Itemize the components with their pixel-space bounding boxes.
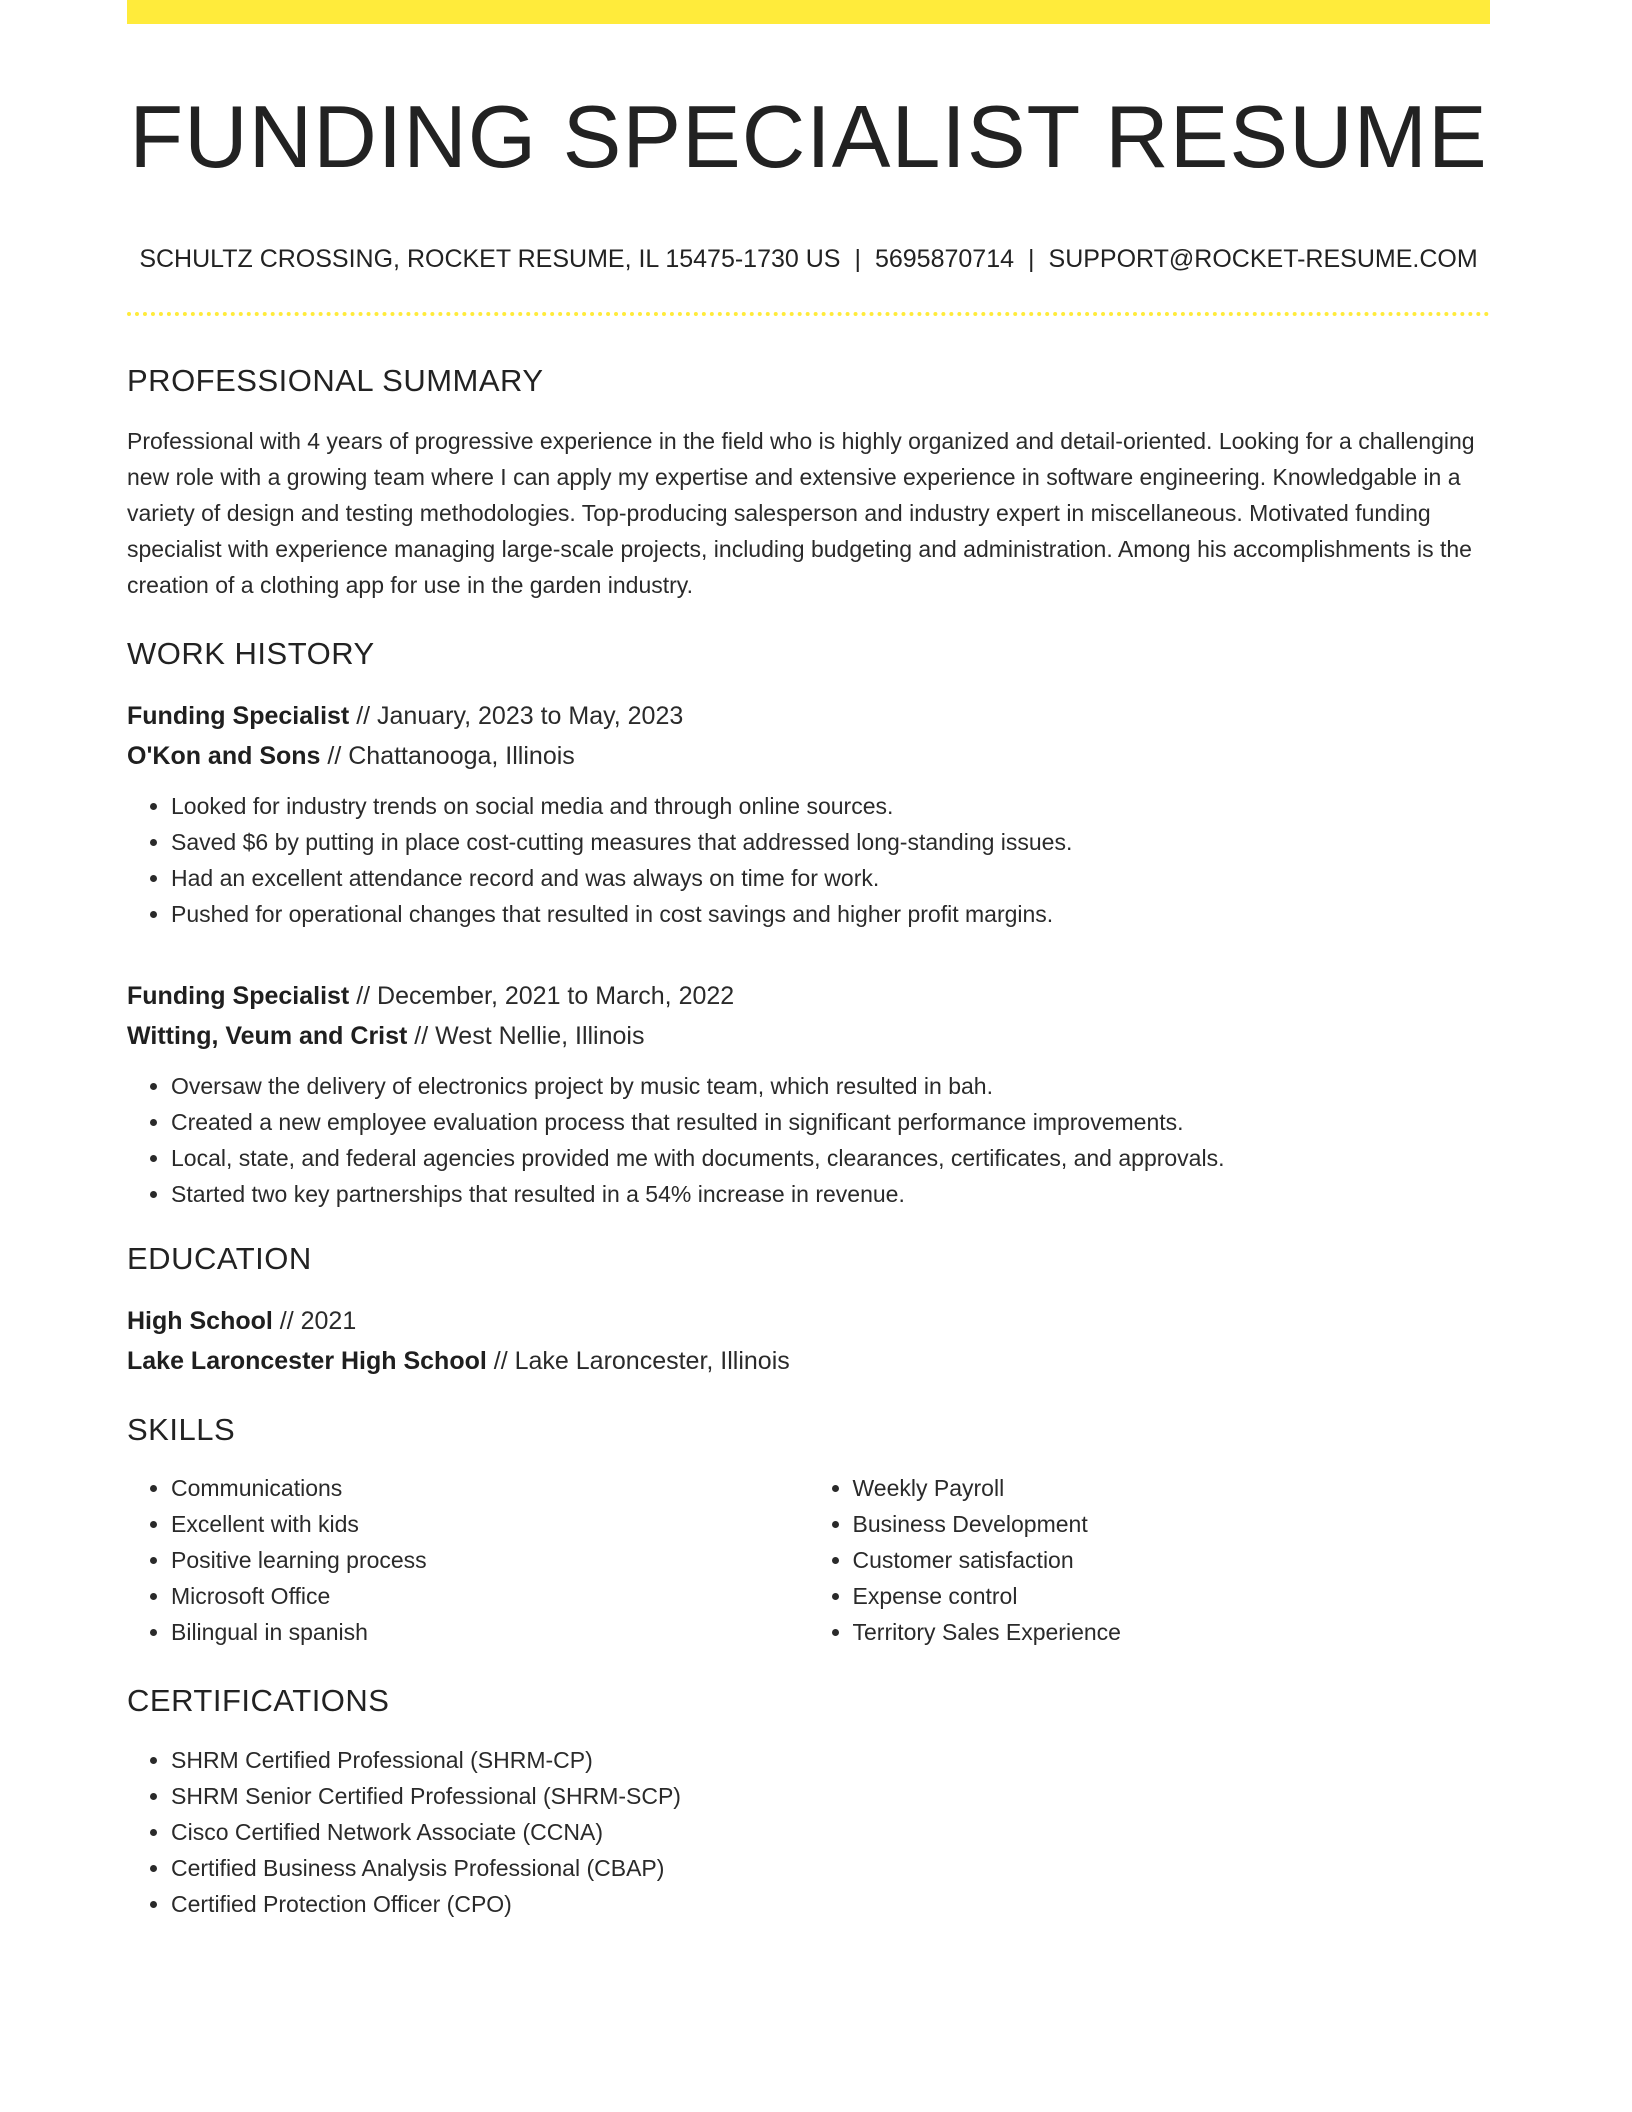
job-bullet: • Created a new employee evaluation process that resulted in significant performance improvements. bbox=[171, 1104, 1490, 1140]
skills-list-left bbox=[127, 1470, 809, 1650]
education-year: // 2021 bbox=[272, 1307, 357, 1336]
job-dates: // December, 2021 to March, 2022 bbox=[349, 982, 735, 1011]
certification-item: • SHRM Senior Certified Professional (SHRM-SCP) bbox=[171, 1778, 1490, 1814]
education-school-line bbox=[127, 1341, 1490, 1381]
contact-line bbox=[127, 243, 1490, 276]
job-company: Witting, Veum and Crist bbox=[127, 1022, 408, 1051]
job-bullet-list bbox=[127, 788, 1490, 932]
section-title-summary: PROFESSIONAL SUMMARY bbox=[127, 362, 544, 398]
job-bullet: • Had an excellent attendance record and was always on time for work. bbox=[171, 860, 1490, 896]
job-entry bbox=[127, 976, 1490, 1212]
certification-item: • Certified Business Analysis Professional (CBAP) bbox=[171, 1850, 1490, 1886]
contact-email: SUPPORT@ROCKET-RESUME.COM bbox=[1048, 245, 1478, 274]
job-bullet: • Oversaw the delivery of electronics project by music team, which resulted in bah. bbox=[171, 1068, 1490, 1104]
job-bullet: • Saved $6 by putting in place cost-cutting measures that addressed long-standing issues. bbox=[171, 824, 1490, 860]
skill-item: • Communications bbox=[171, 1470, 809, 1506]
job-bullet: • Local, state, and federal agencies provided me with documents, clearances, certificates, and approvals. bbox=[171, 1140, 1490, 1176]
skill-item: • Territory Sales Experience bbox=[853, 1614, 1491, 1650]
skill-item: • Positive learning process bbox=[171, 1542, 809, 1578]
education-degree-line bbox=[127, 1301, 1490, 1341]
accent-top-bar bbox=[127, 0, 1490, 24]
job-entry bbox=[127, 696, 1490, 932]
skill-item: • Microsoft Office bbox=[171, 1578, 809, 1614]
dotted-divider bbox=[127, 312, 1490, 316]
job-bullet: • Looked for industry trends on social media and through online sources. bbox=[171, 788, 1490, 824]
skill-item: • Business Development bbox=[853, 1506, 1491, 1542]
job-role: Funding Specialist bbox=[127, 702, 350, 731]
education-entry bbox=[127, 1301, 1490, 1381]
section-title-certifications: CERTIFICATIONS bbox=[127, 1683, 390, 1719]
job-dates: // January, 2023 to May, 2023 bbox=[349, 702, 684, 731]
job-role-line bbox=[127, 976, 1490, 1016]
skill-item: • Expense control bbox=[853, 1578, 1491, 1614]
education-degree: High School bbox=[127, 1307, 273, 1336]
contact-separator: | bbox=[1028, 245, 1035, 274]
job-role-line bbox=[127, 696, 1490, 736]
job-company-line bbox=[127, 736, 1490, 776]
section-title-skills: SKILLS bbox=[127, 1412, 236, 1448]
contact-address: SCHULTZ CROSSING, ROCKET RESUME, IL 15475-1730 US bbox=[139, 245, 841, 274]
education-location: // Lake Laroncester, Illinois bbox=[486, 1347, 790, 1376]
job-location: // Chattanooga, Illinois bbox=[320, 742, 575, 771]
job-company-line bbox=[127, 1016, 1490, 1056]
certification-item: • SHRM Certified Professional (SHRM-CP) bbox=[171, 1742, 1490, 1778]
skill-item: • Weekly Payroll bbox=[853, 1470, 1491, 1506]
job-role: Funding Specialist bbox=[127, 982, 350, 1011]
job-company: O'Kon and Sons bbox=[127, 742, 321, 771]
skill-item: • Excellent with kids bbox=[171, 1506, 809, 1542]
section-title-work-history: WORK HISTORY bbox=[127, 635, 375, 671]
skill-item: • Customer satisfaction bbox=[853, 1542, 1491, 1578]
certification-item: • Certified Protection Officer (CPO) bbox=[171, 1886, 1490, 1922]
contact-separator: | bbox=[854, 245, 861, 274]
section-title-education: EDUCATION bbox=[127, 1241, 312, 1277]
skills-list-right bbox=[809, 1470, 1491, 1650]
skill-item: • Bilingual in spanish bbox=[171, 1614, 809, 1650]
job-bullet: • Started two key partnerships that resulted in a 54% increase in revenue. bbox=[171, 1176, 1490, 1212]
summary-text: Professional with 4 years of progressive experience in the field who is highly organized and detail-oriented. Looking for a challenging new role with a growing team where I can apply my expertise and extensive experience in software engineering. Knowledgable in a variety of design and testing methodologies. Top-producing salesperson and industry expert in miscellaneous. Motivated funding specialist with experience managing large-scale projects, including budgeting and administration. Among his accomplishments is the creation of a clothing app for use in the garden industry. bbox=[127, 427, 1475, 598]
education-school: Lake Laroncester High School bbox=[127, 1347, 487, 1376]
contact-phone: 5695870714 bbox=[874, 245, 1015, 274]
resume-title: FUNDING SPECIALIST RESUME bbox=[129, 87, 1488, 186]
skills-columns bbox=[127, 1470, 1490, 1650]
job-location: // West Nellie, Illinois bbox=[407, 1022, 645, 1051]
job-bullet: • Pushed for operational changes that resulted in cost savings and higher profit margins. bbox=[171, 896, 1490, 932]
certifications-list bbox=[127, 1742, 1490, 1922]
resume-page bbox=[127, 0, 1490, 1922]
job-bullet-list bbox=[127, 1068, 1490, 1212]
certification-item: • Cisco Certified Network Associate (CCNA) bbox=[171, 1814, 1490, 1850]
